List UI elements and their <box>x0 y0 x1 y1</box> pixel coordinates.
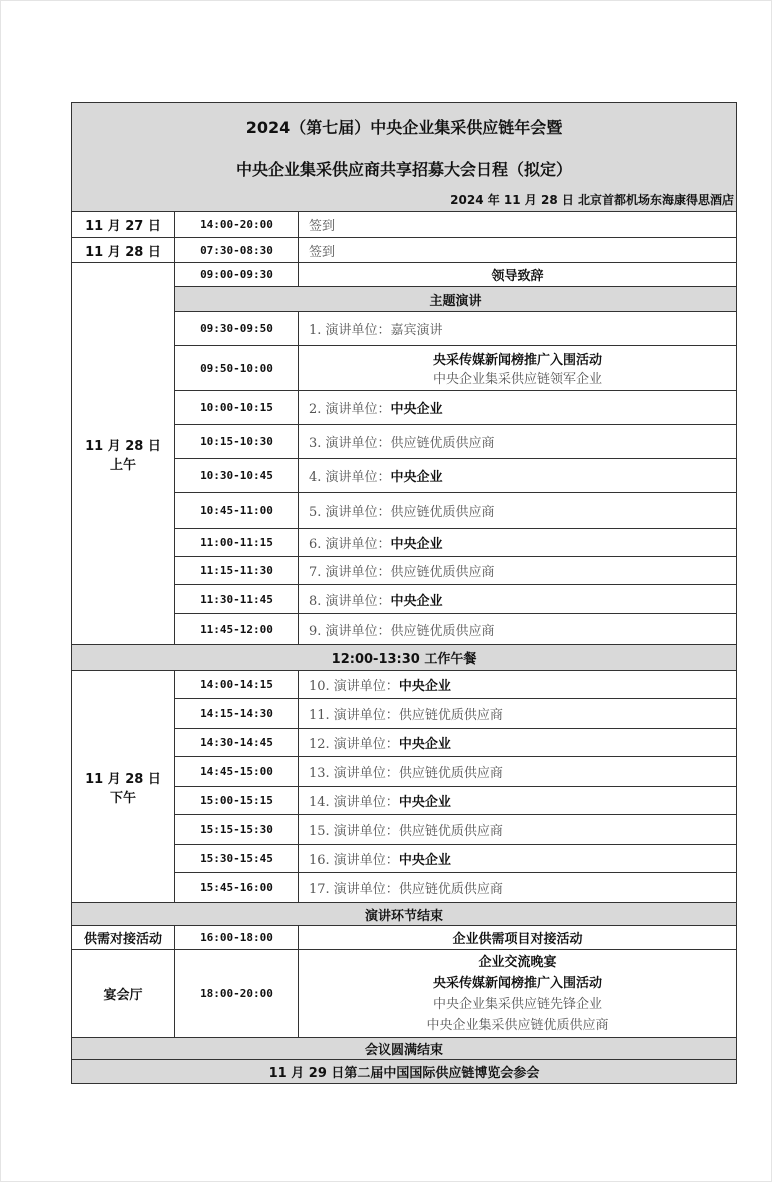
lunch-row <box>72 645 737 671</box>
time-cell: 15:30-15:45 <box>175 845 299 873</box>
time-cell: 09:50-10:00 <box>175 346 299 391</box>
speaker-unit: 供应链优质供应商 <box>398 824 503 839</box>
speaker-index-label: 12. 演讲单位： <box>309 737 399 752</box>
morning-date: 11 月 28 日 <box>85 438 161 454</box>
speaker-unit: 中央企业 <box>390 402 443 417</box>
speaker-index-label: 5. 演讲单位： <box>309 505 391 520</box>
speaker-unit: 嘉宾演讲 <box>390 323 443 338</box>
speaker-index-label: 17. 演讲单位： <box>309 882 399 897</box>
content-cell <box>299 493 737 529</box>
checkin-row <box>72 238 737 263</box>
schedule-row <box>72 671 737 699</box>
time-cell: 14:00-20:00 <box>175 212 299 238</box>
matching-activity: 企业供需项目对接活动 <box>299 926 737 950</box>
speaker-index-label: 1. 演讲单位： <box>309 323 391 338</box>
speaker-unit: 供应链优质供应商 <box>398 882 503 897</box>
speaker-index-label: 10. 演讲单位： <box>309 679 399 694</box>
time-cell: 14:45-15:00 <box>175 757 299 787</box>
next-day-label: 11 月 29 日第二届中国国际供应链博览会参会 <box>72 1060 737 1084</box>
content-cell <box>299 671 737 699</box>
time-cell: 10:30-10:45 <box>175 459 299 493</box>
time-cell: 14:15-14:30 <box>175 699 299 729</box>
time-cell: 14:30-14:45 <box>175 729 299 757</box>
time-cell: 11:00-11:15 <box>175 529 299 557</box>
content-cell <box>299 391 737 425</box>
afternoon-date-cell <box>72 671 175 903</box>
checkin-label: 签到 <box>299 212 737 238</box>
content-cell <box>299 699 737 729</box>
banquet-line2: 央采传媒新闻榜推广入围活动 <box>433 975 603 991</box>
keynote-header: 主题演讲 <box>175 287 737 312</box>
speaker-index-label: 13. 演讲单位： <box>309 766 399 781</box>
speech-end-label: 演讲环节结束 <box>72 903 737 926</box>
checkin-label: 签到 <box>299 238 737 263</box>
time-cell: 09:00-09:30 <box>175 263 299 287</box>
banquet-label: 宴会厅 <box>72 950 175 1038</box>
speaker-unit: 供应链优质供应商 <box>390 505 495 520</box>
speaker-unit: 供应链优质供应商 <box>398 708 503 723</box>
time-cell: 11:45-12:00 <box>175 614 299 645</box>
speech-end-row <box>72 903 737 926</box>
content-cell <box>299 425 737 459</box>
lunch-label: 12:00-13:30 工作午餐 <box>72 645 737 671</box>
content-cell <box>299 529 737 557</box>
content-cell <box>299 312 737 346</box>
matching-row <box>72 926 737 950</box>
time-cell: 10:15-10:30 <box>175 425 299 459</box>
time-cell: 15:15-15:30 <box>175 815 299 845</box>
afternoon-period: 下午 <box>109 790 136 806</box>
speaker-index-label: 14. 演讲单位： <box>309 795 399 810</box>
time-cell: 18:00-20:00 <box>175 950 299 1038</box>
speaker-index-label: 2. 演讲单位： <box>309 402 391 417</box>
content-cell <box>299 585 737 614</box>
content-cell <box>299 557 737 585</box>
speaker-index-label: 6. 演讲单位： <box>309 537 391 552</box>
opening-row <box>72 263 737 287</box>
date-cell: 11 月 27 日 <box>72 212 175 238</box>
closing-label: 会议圆满结束 <box>72 1038 737 1060</box>
speaker-index-label: 11. 演讲单位： <box>309 708 399 723</box>
speaker-index-label: 4. 演讲单位： <box>309 470 391 485</box>
content-cell <box>299 787 737 815</box>
time-cell: 14:00-14:15 <box>175 671 299 699</box>
content-cell <box>299 614 737 645</box>
date-location: 2024 年 11 月 28 日 北京首都机场东海康得思酒店 <box>450 192 735 207</box>
checkin-row <box>72 212 737 238</box>
speaker-index-label: 8. 演讲单位： <box>309 593 391 609</box>
opening-label: 领导致辞 <box>299 263 737 287</box>
speaker-index-label: 15. 演讲单位： <box>309 824 399 839</box>
speaker-unit: 供应链优质供应商 <box>390 436 495 451</box>
time-cell: 10:45-11:00 <box>175 493 299 529</box>
closing-row <box>72 1038 737 1060</box>
title-cell <box>72 103 737 212</box>
next-day-row <box>72 1060 737 1084</box>
date-cell: 11 月 28 日 <box>72 238 175 263</box>
speaker-unit: 中央企业 <box>398 795 451 810</box>
schedule-table <box>71 102 737 1084</box>
banquet-row <box>72 950 737 1038</box>
speaker-unit: 供应链优质供应商 <box>390 565 495 580</box>
speaker-unit: 中央企业 <box>398 679 451 694</box>
morning-period: 上午 <box>109 457 136 473</box>
content-cell <box>299 873 737 903</box>
content-cell <box>299 815 737 845</box>
time-cell: 15:00-15:15 <box>175 787 299 815</box>
speaker-unit: 中央企业 <box>390 537 443 552</box>
speaker-unit: 中央企业 <box>390 593 443 609</box>
speaker-unit: 中央企业 <box>390 470 443 485</box>
title-line-2: 中央企业集采供应商共享招募大会日程（拟定） <box>236 159 573 179</box>
time-cell: 15:45-16:00 <box>175 873 299 903</box>
time-cell: 11:30-11:45 <box>175 585 299 614</box>
speaker-index-label: 9. 演讲单位： <box>309 623 391 639</box>
speaker-index-label: 16. 演讲单位： <box>309 853 399 868</box>
content-cell <box>299 729 737 757</box>
matching-label: 供需对接活动 <box>72 926 175 950</box>
speaker-unit: 供应链优质供应商 <box>398 766 503 781</box>
speaker-unit: 供应链优质供应商 <box>390 623 495 639</box>
afternoon-date: 11 月 28 日 <box>85 771 161 787</box>
speaker-index-label: 7. 演讲单位： <box>309 565 391 580</box>
speaker-unit: 中央企业 <box>398 737 451 752</box>
title-row <box>72 103 737 212</box>
time-cell: 11:15-11:30 <box>175 557 299 585</box>
title-line-1: 2024（第七届）中央企业集采供应链年会暨 <box>245 117 563 137</box>
time-cell: 10:00-10:15 <box>175 391 299 425</box>
award-title: 央采传媒新闻榜推广入围活动 <box>433 353 603 368</box>
speaker-unit: 中央企业 <box>398 853 451 868</box>
time-cell: 16:00-18:00 <box>175 926 299 950</box>
content-cell <box>299 346 737 391</box>
content-cell <box>299 845 737 873</box>
banquet-line3: 中央企业集采供应链先锋企业 <box>433 996 603 1012</box>
content-cell <box>299 757 737 787</box>
time-cell: 09:30-09:50 <box>175 312 299 346</box>
banquet-line4: 中央企业集采供应链优质供应商 <box>426 1017 609 1033</box>
banquet-line1: 企业交流晚宴 <box>478 954 557 970</box>
content-cell <box>299 459 737 493</box>
morning-date-cell <box>72 263 175 645</box>
banquet-content <box>299 950 737 1038</box>
award-subtitle: 中央企业集采供应链领军企业 <box>433 372 603 387</box>
time-cell: 07:30-08:30 <box>175 238 299 263</box>
speaker-index-label: 3. 演讲单位： <box>309 436 391 451</box>
